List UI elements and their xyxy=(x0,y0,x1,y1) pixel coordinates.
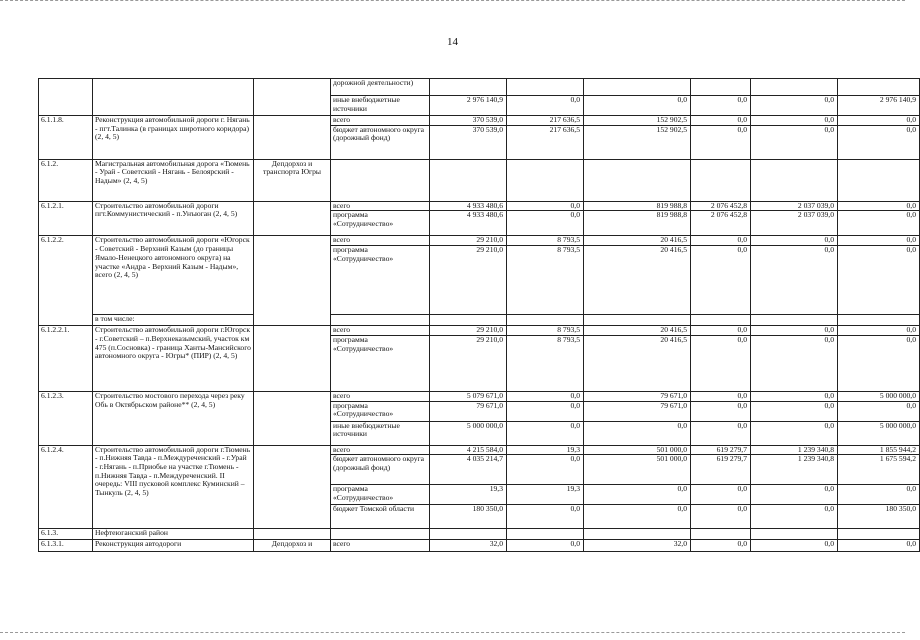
amount-cell: 0,0 xyxy=(838,201,920,211)
amount-cell: 8 793,5 xyxy=(507,326,584,336)
table-row xyxy=(39,79,920,96)
amount-cell: 217 636,5 xyxy=(507,125,584,159)
table-row xyxy=(39,116,920,126)
page-number: 14 xyxy=(447,36,458,48)
table-body xyxy=(39,79,920,552)
amount-cell: 19,3 xyxy=(507,445,584,455)
funding-source-cell: всего xyxy=(331,116,430,126)
amount-cell: 0,0 xyxy=(507,201,584,211)
row-number-cell: 6.1.3. xyxy=(39,529,93,540)
amount-cell: 0,0 xyxy=(507,96,584,116)
amount-cell: 0,0 xyxy=(584,505,691,529)
funding-source-cell xyxy=(331,315,430,326)
amount-cell xyxy=(584,529,691,540)
amount-cell: 0,0 xyxy=(838,485,920,505)
measure-name-cell: Строительство автомобильной дороги «Югорск - Советский - Верхний Казым (до границы Ямало-Ненецкого автономного округа) на участке «Андра - Верхний Казым - Надым», всего (2, 4, 5) xyxy=(93,236,254,315)
amount-cell: 0,0 xyxy=(751,326,838,336)
amount-cell: 0,0 xyxy=(691,485,751,505)
measure-name-cell xyxy=(93,79,254,116)
amount-cell xyxy=(751,529,838,540)
amount-cell: 79 671,0 xyxy=(430,401,507,421)
row-number-cell: 6.1.3.1. xyxy=(39,540,93,552)
amount-cell: 0,0 xyxy=(584,485,691,505)
amount-cell: 8 793,5 xyxy=(507,236,584,246)
measure-name-cell: Строительство автомобильной дороги г.Тюмень - п.Нижняя Тавда - п.Междуреченский - г.Урай - г.Нягань - п.Приобье на участке г.Тюмень - п.Нижняя Тавда - п.Междуреченский. II очередь: VIII пусковой комплекс Куминский – Тынкуль (2, 4, 5) xyxy=(93,445,254,529)
responsible-cell xyxy=(254,201,331,236)
amount-cell: 4 035 214,7 xyxy=(430,455,507,485)
responsible-cell xyxy=(254,116,331,160)
amount-cell: 819 988,8 xyxy=(584,211,691,236)
measure-name-cell: Реконструкция автодороги xyxy=(93,540,254,552)
amount-cell: 0,0 xyxy=(838,335,920,391)
funding-source-cell: всего xyxy=(331,445,430,455)
funding-source-cell: программа «Сотрудничество» xyxy=(331,401,430,421)
amount-cell: 2 037 039,0 xyxy=(751,201,838,211)
amount-cell xyxy=(430,315,507,326)
amount-cell xyxy=(838,315,920,326)
amount-cell: 2 976 140,9 xyxy=(430,96,507,116)
amount-cell: 2 076 452,8 xyxy=(691,201,751,211)
responsible-cell xyxy=(254,326,331,392)
funding-source-cell: иные внебюджетные источники xyxy=(331,96,430,116)
amount-cell: 0,0 xyxy=(751,505,838,529)
amount-cell: 32,0 xyxy=(584,540,691,552)
funding-source-cell: всего xyxy=(331,201,430,211)
amount-cell xyxy=(691,79,751,96)
amount-cell xyxy=(584,79,691,96)
amount-cell: 0,0 xyxy=(838,246,920,315)
responsible-cell: Депдорхоз и транспорта Югры xyxy=(254,159,331,201)
amount-cell xyxy=(838,529,920,540)
amount-cell: 79 671,0 xyxy=(584,391,691,401)
amount-cell: 0,0 xyxy=(838,401,920,421)
amount-cell: 0,0 xyxy=(691,540,751,552)
row-number-cell: 6.1.2.2. xyxy=(39,236,93,326)
row-number-cell: 6.1.2. xyxy=(39,159,93,201)
amount-cell: 29 210,0 xyxy=(430,326,507,336)
amount-cell: 5 000 000,0 xyxy=(838,391,920,401)
amount-cell xyxy=(507,159,584,201)
amount-cell: 0,0 xyxy=(838,326,920,336)
amount-cell: 0,0 xyxy=(751,391,838,401)
amount-cell: 501 000,0 xyxy=(584,445,691,455)
funding-source-cell: программа «Сотрудничество» xyxy=(331,211,430,236)
amount-cell: 0,0 xyxy=(691,326,751,336)
funding-source-cell: всего xyxy=(331,326,430,336)
amount-cell: 0,0 xyxy=(691,116,751,126)
amount-cell: 0,0 xyxy=(751,335,838,391)
amount-cell: 29 210,0 xyxy=(430,236,507,246)
amount-cell: 20 416,5 xyxy=(584,246,691,315)
amount-cell: 4 933 480,6 xyxy=(430,201,507,211)
amount-cell: 619 279,7 xyxy=(691,445,751,455)
amount-cell xyxy=(751,315,838,326)
amount-cell xyxy=(691,529,751,540)
funding-source-cell: бюджет автономного округа (дорожный фонд) xyxy=(331,455,430,485)
amount-cell: 0,0 xyxy=(584,96,691,116)
amount-cell: 0,0 xyxy=(584,421,691,445)
amount-cell: 152 902,5 xyxy=(584,125,691,159)
table-row xyxy=(39,540,920,552)
amount-cell: 0,0 xyxy=(507,391,584,401)
amount-cell: 0,0 xyxy=(507,505,584,529)
funding-source-cell: бюджет автономного округа (дорожный фонд) xyxy=(331,125,430,159)
funding-source-cell: программа «Сотрудничество» xyxy=(331,335,430,391)
amount-cell: 0,0 xyxy=(838,540,920,552)
amount-cell xyxy=(691,315,751,326)
measure-name-cell: Строительство мостового перехода через реку Обь в Октябрьском районе** (2, 4, 5) xyxy=(93,391,254,445)
amount-cell xyxy=(584,159,691,201)
funding-source-cell: программа «Сотрудничество» xyxy=(331,485,430,505)
table-row xyxy=(39,326,920,336)
amount-cell: 0,0 xyxy=(751,401,838,421)
amount-cell: 0,0 xyxy=(838,211,920,236)
budget-table xyxy=(38,78,920,552)
amount-cell: 819 988,8 xyxy=(584,201,691,211)
amount-cell: 5 000 000,0 xyxy=(838,421,920,445)
amount-cell: 1 855 944,2 xyxy=(838,445,920,455)
amount-cell: 5 079 671,0 xyxy=(430,391,507,401)
amount-cell: 217 636,5 xyxy=(507,116,584,126)
amount-cell: 0,0 xyxy=(751,96,838,116)
amount-cell: 2 076 452,8 xyxy=(691,211,751,236)
amount-cell xyxy=(507,79,584,96)
amount-cell: 0,0 xyxy=(691,401,751,421)
row-number-cell xyxy=(39,79,93,116)
amount-cell: 32,0 xyxy=(430,540,507,552)
table-row xyxy=(39,159,920,201)
amount-cell: 501 000,0 xyxy=(584,455,691,485)
scan-top-edge xyxy=(0,0,905,6)
measure-name-cell: Реконструкция автомобильной дороги г. Нягань - пгт.Талинка (в границах широтного коридора) (2, 4, 5) xyxy=(93,116,254,160)
amount-cell: 5 000 000,0 xyxy=(430,421,507,445)
amount-cell: 19,3 xyxy=(507,485,584,505)
amount-cell: 0,0 xyxy=(751,540,838,552)
funding-source-cell: всего xyxy=(331,391,430,401)
measure-name-cell: Нефтеюганский район xyxy=(93,529,254,540)
amount-cell xyxy=(507,529,584,540)
amount-cell: 619 279,7 xyxy=(691,455,751,485)
amount-cell: 2 976 140,9 xyxy=(838,96,920,116)
responsible-cell xyxy=(254,529,331,540)
funding-source-cell: всего xyxy=(331,236,430,246)
amount-cell xyxy=(430,79,507,96)
amount-cell: 1 239 340,8 xyxy=(751,445,838,455)
amount-cell: 0,0 xyxy=(507,401,584,421)
amount-cell xyxy=(584,315,691,326)
amount-cell: 0,0 xyxy=(751,421,838,445)
amount-cell: 0,0 xyxy=(838,236,920,246)
amount-cell xyxy=(838,159,920,201)
amount-cell: 180 350,0 xyxy=(838,505,920,529)
responsible-cell xyxy=(254,445,331,529)
measure-name-cell: в том числе: xyxy=(93,315,254,326)
amount-cell: 0,0 xyxy=(691,125,751,159)
amount-cell: 0,0 xyxy=(507,455,584,485)
amount-cell: 0,0 xyxy=(751,125,838,159)
amount-cell: 0,0 xyxy=(691,96,751,116)
amount-cell: 180 350,0 xyxy=(430,505,507,529)
row-number-cell: 6.1.2.3. xyxy=(39,391,93,445)
amount-cell: 0,0 xyxy=(691,335,751,391)
amount-cell: 0,0 xyxy=(751,246,838,315)
amount-cell: 0,0 xyxy=(507,540,584,552)
amount-cell: 2 037 039,0 xyxy=(751,211,838,236)
table-row xyxy=(39,391,920,401)
amount-cell: 4 215 584,0 xyxy=(430,445,507,455)
amount-cell: 1 675 594,2 xyxy=(838,455,920,485)
responsible-cell xyxy=(254,236,331,326)
responsible-cell xyxy=(254,391,331,445)
table-row xyxy=(39,529,920,540)
row-number-cell: 6.1.2.4. xyxy=(39,445,93,529)
amount-cell: 19,3 xyxy=(430,485,507,505)
amount-cell xyxy=(430,159,507,201)
responsible-cell: Депдорхоз и xyxy=(254,540,331,552)
amount-cell xyxy=(691,159,751,201)
amount-cell: 4 933 480,6 xyxy=(430,211,507,236)
amount-cell xyxy=(751,79,838,96)
amount-cell: 0,0 xyxy=(751,236,838,246)
amount-cell: 152 902,5 xyxy=(584,116,691,126)
amount-cell: 0,0 xyxy=(691,391,751,401)
amount-cell xyxy=(507,315,584,326)
scan-bottom-edge xyxy=(0,632,905,633)
amount-cell: 8 793,5 xyxy=(507,335,584,391)
funding-source-cell xyxy=(331,529,430,540)
amount-cell: 29 210,0 xyxy=(430,246,507,315)
amount-cell: 370 539,0 xyxy=(430,125,507,159)
amount-cell xyxy=(838,79,920,96)
table-row xyxy=(39,315,920,326)
amount-cell: 0,0 xyxy=(691,246,751,315)
funding-source-cell: всего xyxy=(331,540,430,552)
measure-name-cell: Строительство автомобильной дороги пгт.Коммунистический - п.Унъюган (2, 4, 5) xyxy=(93,201,254,236)
measure-name-cell: Магистральная автомобильная дорога «Тюмень - Урай - Советский - Нягань - Белоярский - Надым» (2, 4, 5) xyxy=(93,159,254,201)
amount-cell: 79 671,0 xyxy=(584,401,691,421)
row-number-cell: 6.1.2.1. xyxy=(39,201,93,236)
funding-source-cell: дорожной деятельности) xyxy=(331,79,430,96)
amount-cell: 0,0 xyxy=(751,116,838,126)
amount-cell: 8 793,5 xyxy=(507,246,584,315)
amount-cell: 0,0 xyxy=(507,421,584,445)
amount-cell: 0,0 xyxy=(691,505,751,529)
amount-cell: 0,0 xyxy=(838,125,920,159)
funding-source-cell xyxy=(331,159,430,201)
funding-source-cell: иные внебюджетные источники xyxy=(331,421,430,445)
amount-cell: 370 539,0 xyxy=(430,116,507,126)
amount-cell: 0,0 xyxy=(507,211,584,236)
amount-cell: 0,0 xyxy=(691,421,751,445)
amount-cell xyxy=(751,159,838,201)
amount-cell: 0,0 xyxy=(751,485,838,505)
amount-cell: 0,0 xyxy=(691,236,751,246)
amount-cell: 20 416,5 xyxy=(584,326,691,336)
amount-cell: 20 416,5 xyxy=(584,335,691,391)
measure-name-cell: Строительство автомобильной дороги г.Югорск - г.Советский – п.Верхнеказымский, участок км 475 (п.Сосновка) - граница Ханты-Мансийского автономного округа - Югры* (ПИР) (2, 4, 5) xyxy=(93,326,254,392)
amount-cell: 20 416,5 xyxy=(584,236,691,246)
responsible-cell xyxy=(254,79,331,116)
amount-cell: 0,0 xyxy=(838,116,920,126)
funding-source-cell: программа «Сотрудничество» xyxy=(331,246,430,315)
row-number-cell: 6.1.2.2.1. xyxy=(39,326,93,392)
amount-cell: 29 210,0 xyxy=(430,335,507,391)
amount-cell: 1 239 340,8 xyxy=(751,455,838,485)
row-number-cell: 6.1.1.8. xyxy=(39,116,93,160)
funding-source-cell: бюджет Томской области xyxy=(331,505,430,529)
amount-cell xyxy=(430,529,507,540)
